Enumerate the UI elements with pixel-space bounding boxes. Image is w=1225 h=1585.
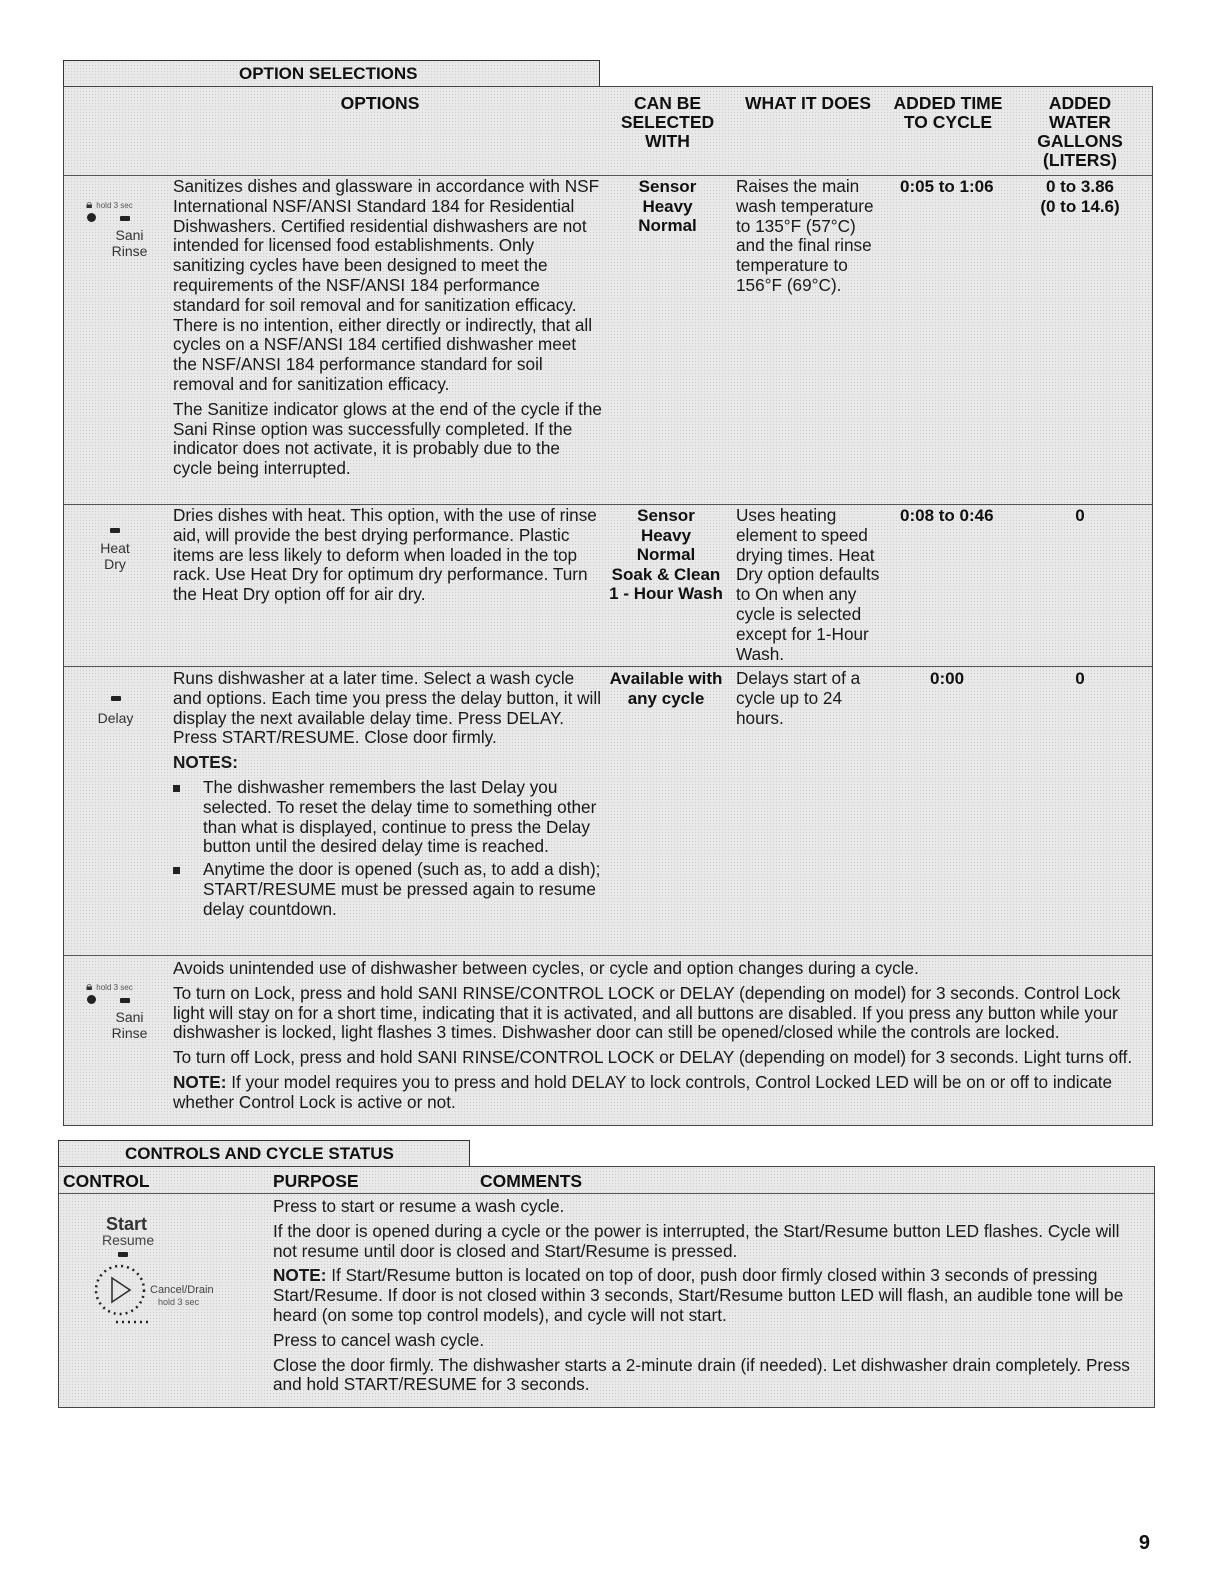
cycle-name: Heavy bbox=[642, 196, 693, 216]
heat-dry-icon bbox=[80, 520, 150, 572]
cycle-name: Normal bbox=[636, 545, 696, 564]
col-added-time: ADDED TIME TO CYCLE bbox=[893, 93, 1003, 132]
heat-dry-description bbox=[173, 506, 603, 610]
start-resume-paragraph: Press to start or resume a wash cycle. bbox=[273, 1196, 565, 1216]
heat-dry-selected-with bbox=[600, 506, 732, 604]
control-lock-paragraph: Avoids unintended use of dishwasher between cycles, or cycle and option changes during a cycle. bbox=[173, 958, 919, 978]
sani-rinse-added-time: 0:05 to 1:06 bbox=[900, 177, 994, 196]
heat-dry-label-2: Dry bbox=[104, 556, 126, 572]
delay-icon bbox=[78, 688, 153, 726]
cycle-name: Heavy bbox=[640, 525, 692, 545]
delay-what-it-does: Delays start of a cycle up to 24 hours. bbox=[736, 668, 861, 728]
start-resume-icon bbox=[88, 1214, 238, 1334]
sani-rinse-label-1: Sani bbox=[115, 227, 144, 243]
cycle-name: Normal bbox=[638, 216, 697, 235]
sani-rinse-paragraph: The Sanitize indicator glows at the end of the cycle if the Sani Rinse option was successfully completed. If the indicator does not activate, it is probably due to the cycle being interrupted. bbox=[173, 398, 602, 479]
start-resume-note bbox=[273, 1266, 1148, 1325]
led-icon bbox=[111, 696, 121, 701]
added-water-liters: (0 to 14.6) bbox=[1040, 196, 1120, 216]
notes-label: NOTES: bbox=[173, 752, 238, 773]
hold-3-sec-label: hold 3 sec bbox=[96, 201, 133, 210]
sani-rinse-label-2: Rinse bbox=[111, 1025, 148, 1041]
delay-added-water: 0 bbox=[1075, 669, 1085, 688]
led-icon bbox=[110, 528, 120, 533]
row-divider bbox=[64, 666, 1152, 667]
heat-dry-paragraph: Dries dishes with heat. This option, with the use of rinse aid, will provide the best drying performance. Plastic items are less likely to deform when loaded in the top rack. Use Heat Dry for optimum dry performance. Turn the Heat Dry option off for air dry. bbox=[173, 505, 597, 605]
control-lock-note bbox=[173, 1073, 1145, 1113]
delay-selected-with bbox=[600, 669, 732, 708]
cycle-name: any cycle bbox=[627, 688, 705, 708]
note-label: NOTE: bbox=[173, 1071, 227, 1092]
controls-status-title: CONTROLS AND CYCLE STATUS bbox=[125, 1144, 394, 1163]
delay-label: Delay bbox=[97, 710, 134, 726]
sani-rinse-label-2: Rinse bbox=[111, 243, 148, 259]
col-control: CONTROL bbox=[63, 1171, 150, 1191]
control-lock-paragraph: To turn off Lock, press and hold SANI RINSE/CONTROL LOCK or DELAY (depending on model) for 3 seconds. Light turns off. bbox=[173, 1047, 1133, 1068]
lock-icon: 🔒︎ bbox=[86, 979, 93, 993]
cancel-paragraph: Press to cancel wash cycle. bbox=[273, 1329, 485, 1350]
header-divider bbox=[59, 1193, 1154, 1194]
indicator-dot-icon bbox=[87, 213, 96, 222]
heat-dry-what-it-does: Uses heating element to speed drying times. Heat Dry option defaults to On when any cycle is selected except for 1-Hour Wash. bbox=[736, 505, 880, 664]
note-text: If Start/Resume button is located on top of door, push door firmly closed within 3 seconds of pressing Start/Resume. If door is not closed within 3 seconds, Start/Resume button LED will flash, an audible tone will be heard (on some top control models), and cycle will not start. bbox=[273, 1265, 1124, 1325]
option-selections-title: OPTION SELECTIONS bbox=[239, 64, 418, 83]
lock-icon: 🔒︎ bbox=[86, 197, 93, 211]
hold-3-sec-label: hold 3 sec bbox=[158, 1297, 200, 1307]
col-can-be-selected: CAN BE SELECTED WITH bbox=[620, 93, 715, 151]
note-item: Anytime the door is opened (such as, to add a dish); START/RESUME must be pressed again to resume delay countdown. bbox=[173, 860, 603, 919]
col-purpose: PURPOSE bbox=[273, 1171, 359, 1191]
sani-rinse-description bbox=[173, 177, 603, 484]
control-lock-paragraph: To turn on Lock, press and hold SANI RINSE/CONTROL LOCK or DELAY (depending on model) for 3 seconds. Control Lock light will stay on for a short time, indicating that it is activated, and all buttons are disabled. If you press any button while your dishwasher is locked, light flashes 3 times. Dishwasher door can still be opened/closed while the controls are locked. bbox=[173, 982, 1121, 1043]
note-item: The dishwasher remembers the last Delay you selected. To reset the delay time to something other than what is displayed, continue to press the Delay button until the desired delay time is reached. bbox=[173, 778, 603, 857]
delay-paragraph: Runs dishwasher at a later time. Select a wash cycle and options. Each time you press the delay button, it will display the next available delay time. Press DELAY. Press START/RESUME. Close door firmly. bbox=[173, 668, 602, 748]
cycle-name: Sensor bbox=[637, 506, 695, 525]
sani-rinse-paragraph: Sanitizes dishes and glassware in accordance with NSF International NSF/ANSI Standard 184 for Residential Dishwashers. Certified residential dishwashers are not intended for licensed food establishments. Only sanitizing cycles have been designed to meet the requirements of the NSF/ANSI 184 performance standard for soil removal and for sanitization efficacy. There is no intention, either directly or indirectly, that all cycles on a NSF/ANSI 184 certified dishwasher meet the NSF/ANSI 184 performance standard for soil removal and for sanitization efficacy. bbox=[173, 176, 600, 394]
note-text: If your model requires you to press and hold DELAY to lock controls, Control Locked LED will be on or off to indicate whether Control Lock is active or not. bbox=[173, 1071, 1113, 1112]
delay-added-time: 0:00 bbox=[930, 669, 965, 688]
cycle-name: 1 - Hour Wash bbox=[609, 584, 723, 603]
cycle-name: Sensor bbox=[638, 177, 697, 196]
note-label: NOTE: bbox=[273, 1265, 327, 1286]
start-resume-description bbox=[273, 1197, 1148, 1400]
cycle-name: Soak & Clean bbox=[611, 564, 721, 584]
notes-list bbox=[173, 778, 603, 920]
indicator-dot-icon bbox=[87, 995, 96, 1004]
page-number: 9 bbox=[1138, 1532, 1150, 1554]
start-resume-paragraph: If the door is opened during a cycle or the power is interrupted, the Start/Resume button LED flashes. Cycle will not resume until door is closed and Start/Resume is pressed. bbox=[273, 1220, 1120, 1261]
col-comments: COMMENTS bbox=[480, 1171, 583, 1191]
heat-dry-added-water: 0 bbox=[1075, 506, 1085, 525]
sani-rinse-icon bbox=[82, 195, 157, 259]
sani-rinse-what-it-does: Raises the main wash temperature to 135°F (57°C) and the final rinse temperature to 156°F (69°C). bbox=[736, 176, 874, 295]
led-icon bbox=[120, 216, 130, 221]
heat-dry-added-time: 0:08 to 0:46 bbox=[900, 506, 994, 525]
col-options: OPTIONS bbox=[340, 93, 420, 113]
led-icon bbox=[120, 998, 130, 1003]
hold-3-sec-label: hold 3 sec bbox=[96, 983, 133, 992]
sani-rinse-added-water bbox=[1030, 177, 1130, 216]
row-divider bbox=[64, 955, 1152, 956]
col-what-it-does: WHAT IT DOES bbox=[744, 93, 872, 113]
delay-description bbox=[173, 669, 603, 923]
col-added-water: ADDED WATER GALLONS (LITERS) bbox=[1037, 93, 1123, 170]
heat-dry-label-1: Heat bbox=[100, 540, 130, 556]
control-lock-description bbox=[173, 959, 1145, 1118]
sani-rinse-label-1: Sani bbox=[115, 1009, 144, 1025]
control-lock-icon bbox=[82, 977, 157, 1041]
cancel-drain-label: Cancel/Drain bbox=[150, 1284, 214, 1296]
added-water-gallons: 0 to 3.86 bbox=[1045, 177, 1115, 196]
sani-rinse-selected-with bbox=[605, 177, 730, 236]
resume-label: Resume bbox=[102, 1232, 155, 1248]
led-icon bbox=[118, 1252, 128, 1257]
start-label: Start bbox=[106, 1214, 148, 1234]
cycle-name: Available with bbox=[609, 669, 723, 688]
cancel-paragraph: Close the door firmly. The dishwasher starts a 2-minute drain (if needed). Let dishwasher drain completely. Press and hold START/RESUME for 3 seconds. bbox=[273, 1354, 1130, 1395]
option-selections-tab bbox=[63, 60, 600, 86]
controls-status-tab bbox=[58, 1140, 470, 1166]
